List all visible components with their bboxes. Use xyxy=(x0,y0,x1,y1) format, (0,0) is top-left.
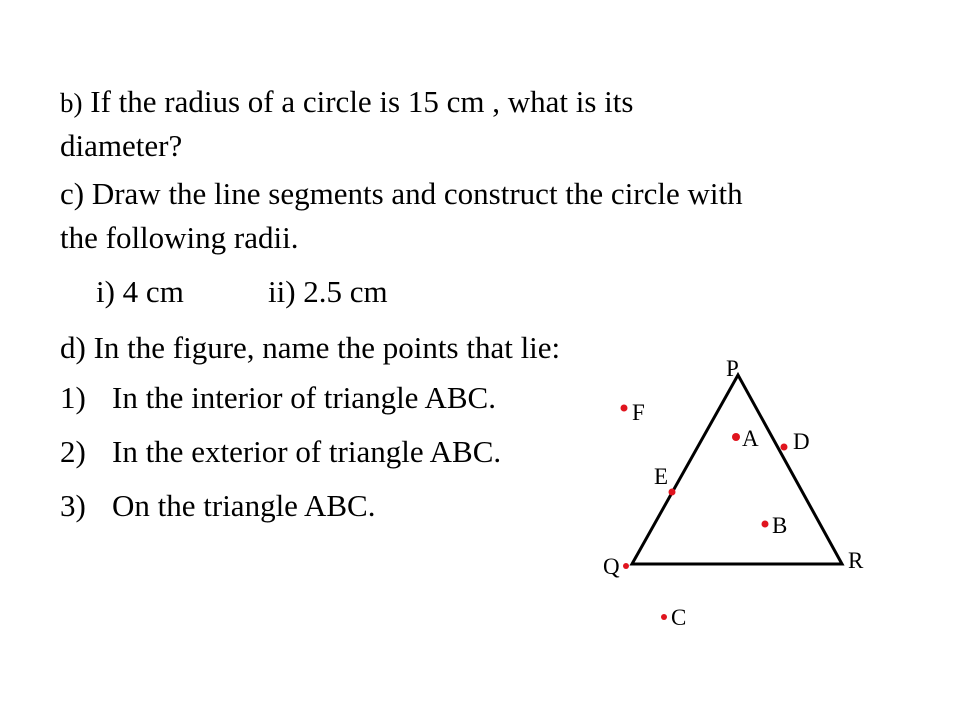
point-label-c: C xyxy=(671,605,687,630)
point-label-a: A xyxy=(742,426,759,451)
vertex-label-p: P xyxy=(726,356,739,381)
question-c-line2: the following radii. xyxy=(60,220,299,255)
question-c-option-i: i) 4 cm xyxy=(96,274,184,309)
list-text: In the exterior of triangle ABC. xyxy=(112,434,502,469)
point-a-dot xyxy=(732,433,740,441)
point-d-dot xyxy=(781,444,788,451)
question-b-text: If the radius of a circle is 15 cm , what is its xyxy=(90,84,634,119)
vertex-label-r: R xyxy=(848,548,864,573)
question-b-line1 xyxy=(60,80,633,125)
vertex-label-q: Q xyxy=(603,554,620,579)
question-d-item-3 xyxy=(60,484,375,528)
question-b-line2: diameter? xyxy=(60,128,183,163)
question-d-item-2 xyxy=(60,430,501,474)
point-label-f: F xyxy=(632,400,645,425)
point-f-dot xyxy=(621,405,628,412)
point-c-dot xyxy=(661,614,667,620)
question-d-prompt: d) In the figure, name the points that lie: xyxy=(60,330,561,365)
list-text: On the triangle ABC. xyxy=(112,488,376,523)
question-d-item-1 xyxy=(60,376,496,420)
question-b-label: b) xyxy=(60,88,83,118)
point-label-b: B xyxy=(772,513,788,538)
list-number: 2) xyxy=(60,434,86,469)
list-number: 1) xyxy=(60,380,86,415)
list-number: 3) xyxy=(60,488,86,523)
point-e-dot xyxy=(669,489,676,496)
list-text: In the interior of triangle ABC. xyxy=(112,380,496,415)
point-label-d: D xyxy=(793,429,810,454)
question-c-line1: c) Draw the line segments and construct the circle with xyxy=(60,176,743,211)
triangle-figure xyxy=(560,330,920,650)
point-label-e: E xyxy=(654,464,669,489)
question-c-option-ii: ii) 2.5 cm xyxy=(268,274,388,309)
point-b-dot xyxy=(762,521,769,528)
point-q-dot xyxy=(623,563,629,569)
